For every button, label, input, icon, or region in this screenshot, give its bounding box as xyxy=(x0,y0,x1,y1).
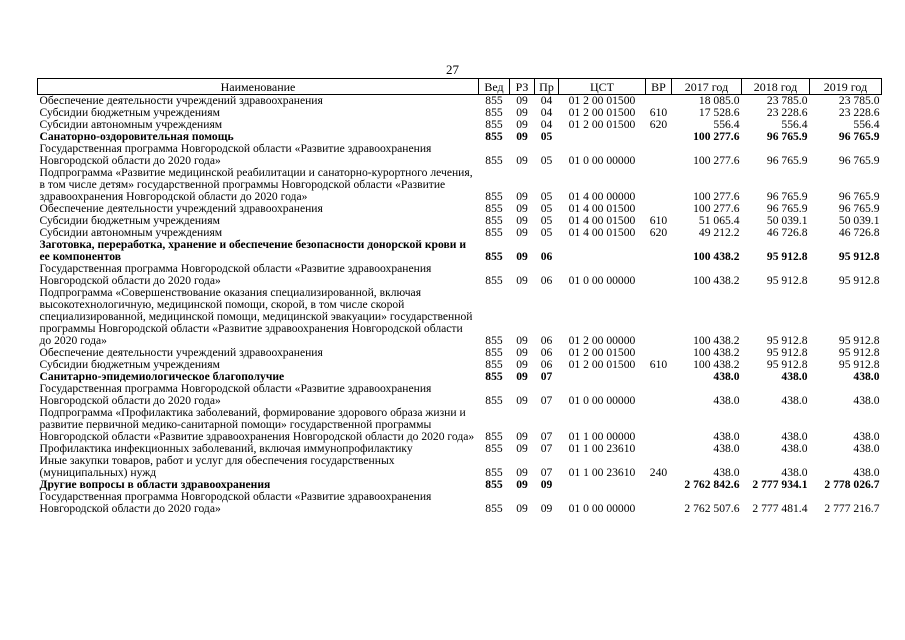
table-row xyxy=(38,263,882,287)
table-row xyxy=(38,143,882,167)
row-name: Государственная программа Новгородской области «Развитие здравоохранения Новгородской области до 2020 года» xyxy=(39,142,432,167)
row-2019-amount: 95 912.8 xyxy=(838,346,880,359)
row-name: Обеспечение деятельности учреждений здравоохранения xyxy=(39,346,323,359)
row-ved: 855 xyxy=(485,226,503,239)
row-2019-amount: 96 765.9 xyxy=(838,190,880,203)
row-vr: 610 xyxy=(649,358,668,371)
row-ved: 855 xyxy=(485,274,503,287)
row-2019-amount: 438.0 xyxy=(853,430,880,443)
row-cst: 01 4 00 00000 xyxy=(568,190,636,203)
row-vr: 620 xyxy=(649,226,668,239)
row-2019-amount: 438.0 xyxy=(853,442,880,455)
row-pr: 06 xyxy=(540,334,553,347)
row-pr: 07 xyxy=(540,430,553,443)
row-cst: 01 1 00 23610 xyxy=(568,466,636,479)
row-pr: 07 xyxy=(540,442,553,455)
row-pr: 04 xyxy=(540,106,553,119)
row-2017-amount: 18 085.0 xyxy=(698,94,740,107)
row-rz: 09 xyxy=(516,250,528,263)
row-2017-amount: 438.0 xyxy=(713,466,740,479)
row-cst xyxy=(559,371,646,383)
row-vr: 610 xyxy=(649,106,668,119)
table-row xyxy=(38,167,882,203)
row-rz: 09 xyxy=(516,190,528,203)
row-pr: 07 xyxy=(540,370,553,383)
col-header-rz: РЗ xyxy=(510,79,535,95)
row-name: Государственная программа Новгородской области «Развитие здравоохранения Новгородской области до 2020 года» xyxy=(39,262,432,287)
row-rz: 09 xyxy=(516,334,528,347)
row-ved: 855 xyxy=(485,214,503,227)
row-2018-amount: 95 912.8 xyxy=(766,250,808,263)
row-name: Подпрограмма «Профилактика заболеваний, формирование здорового образа жизни и развитие первичной медико-санитарной помощи» государственной программы Новгородской области «Развитие здравоохранения Новгородской области до 2020 года» xyxy=(39,406,475,443)
row-ved: 855 xyxy=(485,430,503,443)
row-ved: 855 xyxy=(485,358,503,371)
row-2019-amount: 96 765.9 xyxy=(838,202,880,215)
row-2018-amount: 23 228.6 xyxy=(766,106,808,119)
row-rz: 09 xyxy=(516,154,528,167)
row-2018-amount: 438.0 xyxy=(781,370,808,383)
row-ved: 855 xyxy=(485,394,503,407)
row-rz: 09 xyxy=(516,478,528,491)
row-cst: 01 2 00 01500 xyxy=(568,346,636,359)
row-2018-amount: 556.4 xyxy=(781,118,808,131)
row-ved: 855 xyxy=(485,190,503,203)
row-cst: 01 2 00 01500 xyxy=(568,358,636,371)
row-cst xyxy=(559,239,646,263)
col-header-pr: Пр xyxy=(535,79,559,95)
row-pr: 05 xyxy=(540,190,553,203)
row-vr xyxy=(646,443,672,455)
row-ved: 855 xyxy=(485,202,503,215)
row-2017-amount: 438.0 xyxy=(713,394,740,407)
row-vr xyxy=(646,263,672,287)
row-cst: 01 4 00 01500 xyxy=(568,226,636,239)
row-cst: 01 2 00 01500 xyxy=(568,106,636,119)
row-2019-amount: 96 765.9 xyxy=(838,130,880,143)
row-ved: 855 xyxy=(485,118,503,131)
row-name: Субсидии бюджетным учреждениям xyxy=(39,358,220,371)
row-rz: 09 xyxy=(516,442,528,455)
row-2019-amount: 556.4 xyxy=(853,118,880,131)
page-number: 27 xyxy=(446,62,459,77)
row-2017-amount: 438.0 xyxy=(713,430,740,443)
row-2018-amount: 438.0 xyxy=(781,442,808,455)
row-ved: 855 xyxy=(485,106,503,119)
row-ved: 855 xyxy=(485,154,503,167)
row-pr: 06 xyxy=(540,250,553,263)
row-2017-amount: 100 277.6 xyxy=(693,202,740,215)
row-name: Субсидии автономным учреждениям xyxy=(39,118,223,131)
row-pr: 05 xyxy=(540,154,553,167)
row-2019-amount: 23 785.0 xyxy=(838,94,880,107)
row-name: Заготовка, переработка, хранение и обеспечение безопасности донорской крови и ее компонентов xyxy=(39,238,467,263)
row-2019-amount: 438.0 xyxy=(853,466,880,479)
row-2017-amount: 51 065.4 xyxy=(698,214,740,227)
row-2017-amount: 2 762 842.6 xyxy=(684,478,740,491)
row-name: Подпрограмма «Развитие медицинской реабилитации и санаторно-курортного лечения, в том числе детям» государственной программы Новгородской области «Развитие здравоохранения Новгородской области до 2020 года» xyxy=(39,166,473,203)
col-header-ved: Вед xyxy=(479,79,510,95)
row-cst: 01 0 00 00000 xyxy=(568,154,636,167)
row-2019-amount: 95 912.8 xyxy=(838,358,880,371)
row-2019-amount: 2 777 216.7 xyxy=(824,502,880,515)
row-rz: 09 xyxy=(516,118,528,131)
row-2019-amount: 50 039.1 xyxy=(838,214,880,227)
row-2017-amount: 2 762 507.6 xyxy=(684,502,740,515)
row-rz: 09 xyxy=(516,394,528,407)
row-2017-amount: 100 438.2 xyxy=(693,346,740,359)
row-pr: 05 xyxy=(540,226,553,239)
row-vr xyxy=(646,143,672,167)
row-2018-amount: 2 777 934.1 xyxy=(752,478,808,491)
row-rz: 09 xyxy=(516,94,528,107)
row-2017-amount: 100 277.6 xyxy=(693,130,740,143)
row-2017-amount: 100 438.2 xyxy=(693,274,740,287)
row-cst xyxy=(559,479,646,491)
row-vr xyxy=(646,167,672,203)
row-pr: 07 xyxy=(540,466,553,479)
row-2017-amount: 100 438.2 xyxy=(693,358,740,371)
row-rz: 09 xyxy=(516,466,528,479)
row-vr xyxy=(646,371,672,383)
row-pr: 05 xyxy=(540,130,553,143)
row-pr: 09 xyxy=(540,502,553,515)
row-2018-amount: 438.0 xyxy=(781,466,808,479)
row-2019-amount: 46 726.8 xyxy=(838,226,880,239)
row-2017-amount: 100 277.6 xyxy=(693,190,740,203)
row-2019-amount: 95 912.8 xyxy=(838,274,880,287)
row-ved: 855 xyxy=(485,130,503,143)
row-ved: 855 xyxy=(485,502,503,515)
row-2018-amount: 95 912.8 xyxy=(766,334,808,347)
row-2019-amount: 96 765.9 xyxy=(838,154,880,167)
row-2018-amount: 23 785.0 xyxy=(766,94,808,107)
row-cst: 01 2 00 01500 xyxy=(568,94,636,107)
row-2019-amount: 23 228.6 xyxy=(838,106,880,119)
row-name: Иные закупки товаров, работ и услуг для обеспечения государственных (муниципальных) нужд xyxy=(39,454,395,479)
row-name: Обеспечение деятельности учреждений здравоохранения xyxy=(39,94,323,107)
row-2017-amount: 438.0 xyxy=(713,442,740,455)
row-rz: 09 xyxy=(516,430,528,443)
row-name: Санитарно-эпидемиологическое благополучие xyxy=(39,370,285,383)
row-2018-amount: 95 912.8 xyxy=(766,274,808,287)
table-row xyxy=(38,383,882,407)
table-row xyxy=(38,455,882,479)
row-vr xyxy=(646,479,672,491)
budget-table xyxy=(37,78,882,515)
table-row xyxy=(38,407,882,443)
row-pr: 06 xyxy=(540,346,553,359)
row-pr: 04 xyxy=(540,118,553,131)
row-2018-amount: 438.0 xyxy=(781,394,808,407)
row-ved: 855 xyxy=(485,442,503,455)
row-2017-amount: 100 438.2 xyxy=(693,334,740,347)
row-2017-amount: 100 277.6 xyxy=(693,154,740,167)
row-2018-amount: 96 765.9 xyxy=(766,202,808,215)
row-name: Субсидии автономным учреждениям xyxy=(39,226,223,239)
row-2017-amount: 100 438.2 xyxy=(693,250,740,263)
col-header-cst: ЦСТ xyxy=(559,79,646,95)
row-name: Другие вопросы в области здравоохранения xyxy=(39,478,271,491)
row-vr xyxy=(646,383,672,407)
col-header-name: Наименование xyxy=(38,79,479,95)
row-name: Профилактика инфекционных заболеваний, включая иммунопрофилактику xyxy=(39,442,413,455)
row-2018-amount: 50 039.1 xyxy=(766,214,808,227)
row-2019-amount: 438.0 xyxy=(853,394,880,407)
row-pr: 05 xyxy=(540,202,553,215)
row-2019-amount: 2 778 026.7 xyxy=(824,478,880,491)
row-cst: 01 2 00 00000 xyxy=(568,334,636,347)
table-row xyxy=(38,287,882,347)
row-ved: 855 xyxy=(485,466,503,479)
row-name: Государственная программа Новгородской области «Развитие здравоохранения Новгородской области до 2020 года» xyxy=(39,382,432,407)
row-2018-amount: 96 765.9 xyxy=(766,130,808,143)
col-header-2017: 2017 год xyxy=(672,79,742,95)
row-pr: 07 xyxy=(540,394,553,407)
row-name: Субсидии бюджетным учреждениям xyxy=(39,214,220,227)
row-vr: 620 xyxy=(649,118,668,131)
row-rz: 09 xyxy=(516,358,528,371)
row-ved: 855 xyxy=(485,250,503,263)
row-rz: 09 xyxy=(516,226,528,239)
row-cst: 01 4 00 01500 xyxy=(568,214,636,227)
table-header-row xyxy=(38,79,882,95)
row-2017-amount: 438.0 xyxy=(713,370,740,383)
row-2018-amount: 2 777 481.4 xyxy=(752,502,808,515)
row-vr: 610 xyxy=(649,214,668,227)
row-2019-amount: 438.0 xyxy=(853,370,880,383)
table-row xyxy=(38,491,882,515)
table-body xyxy=(38,95,882,516)
row-cst: 01 0 00 00000 xyxy=(568,502,636,515)
row-2019-amount: 95 912.8 xyxy=(838,250,880,263)
row-cst: 01 2 00 01500 xyxy=(568,118,636,131)
row-rz: 09 xyxy=(516,202,528,215)
row-vr xyxy=(646,131,672,143)
row-cst: 01 0 00 00000 xyxy=(568,274,636,287)
row-ved: 855 xyxy=(485,346,503,359)
row-ved: 855 xyxy=(485,94,503,107)
row-cst: 01 1 00 00000 xyxy=(568,430,636,443)
row-pr: 06 xyxy=(540,274,553,287)
row-cst: 01 1 00 23610 xyxy=(568,442,636,455)
row-vr: 240 xyxy=(649,466,668,479)
row-vr xyxy=(646,287,672,347)
row-pr: 05 xyxy=(540,214,553,227)
row-2018-amount: 95 912.8 xyxy=(766,358,808,371)
row-name: Подпрограмма «Совершенствование оказания специализированной, включая высокотехнологичную, медицинской помощи, скорой, в том числе скорой специализированной, медицинской помощи, медицинской эвакуации» государственной программы Новгородской области «Развитие здравоохранения Новгородской области до 2020 года» xyxy=(39,286,473,347)
row-pr: 04 xyxy=(540,94,553,107)
row-cst: 01 0 00 00000 xyxy=(568,394,636,407)
row-2018-amount: 46 726.8 xyxy=(766,226,808,239)
col-header-2018: 2018 год xyxy=(742,79,810,95)
row-ved: 855 xyxy=(485,370,503,383)
row-vr xyxy=(646,239,672,263)
row-name: Субсидии бюджетным учреждениям xyxy=(39,106,220,119)
row-2018-amount: 438.0 xyxy=(781,430,808,443)
row-name: Санаторно-оздоровительная помощь xyxy=(39,130,234,143)
row-cst: 01 4 00 01500 xyxy=(568,202,636,215)
row-ved: 855 xyxy=(485,334,503,347)
row-rz: 09 xyxy=(516,346,528,359)
row-pr: 09 xyxy=(540,478,553,491)
row-vr xyxy=(646,407,672,443)
row-2018-amount: 96 765.9 xyxy=(766,154,808,167)
row-2017-amount: 17 528.6 xyxy=(698,106,740,119)
row-rz: 09 xyxy=(516,106,528,119)
col-header-vr: ВР xyxy=(646,79,672,95)
row-rz: 09 xyxy=(516,214,528,227)
row-2018-amount: 95 912.8 xyxy=(766,346,808,359)
row-ved: 855 xyxy=(485,478,503,491)
row-pr: 06 xyxy=(540,358,553,371)
table-row xyxy=(38,239,882,263)
row-2017-amount: 49 212.2 xyxy=(698,226,740,239)
row-cst xyxy=(559,131,646,143)
row-rz: 09 xyxy=(516,130,528,143)
row-vr xyxy=(646,491,672,515)
row-name: Государственная программа Новгородской области «Развитие здравоохранения Новгородской области до 2020 года» xyxy=(39,490,432,515)
row-2017-amount: 556.4 xyxy=(713,118,740,131)
row-name: Обеспечение деятельности учреждений здравоохранения xyxy=(39,202,323,215)
col-header-2019: 2019 год xyxy=(810,79,882,95)
row-rz: 09 xyxy=(516,274,528,287)
row-2019-amount: 95 912.8 xyxy=(838,334,880,347)
row-2018-amount: 96 765.9 xyxy=(766,190,808,203)
row-rz: 09 xyxy=(516,370,528,383)
row-rz: 09 xyxy=(516,502,528,515)
